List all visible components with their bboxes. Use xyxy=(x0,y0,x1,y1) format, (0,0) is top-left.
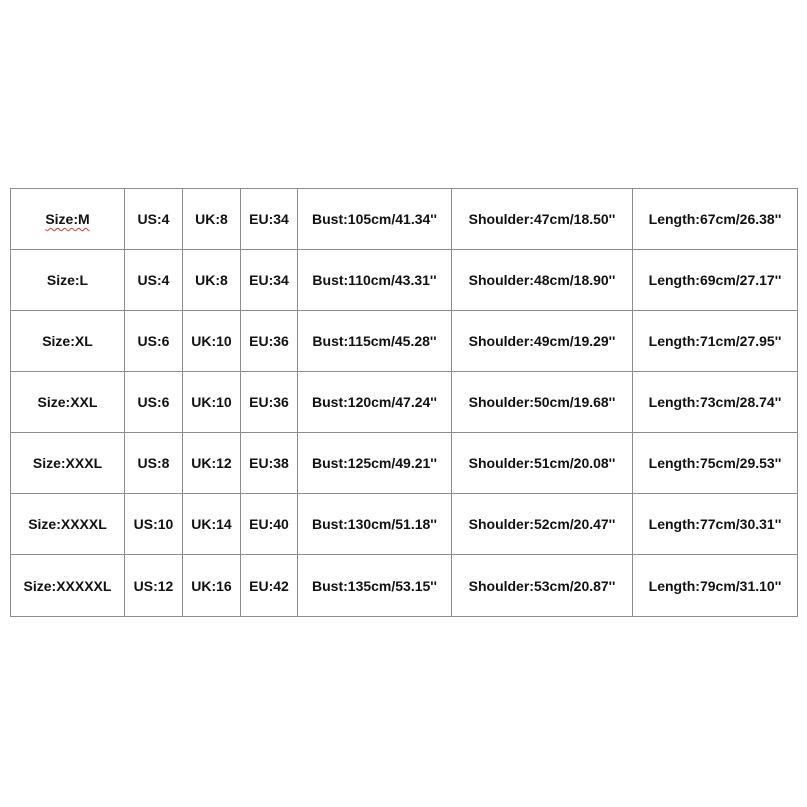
shoulder-cell: Shoulder:47cm/18.50'' xyxy=(452,189,633,250)
uk-size-cell: UK:10 xyxy=(183,372,241,433)
eu-size-cell: EU:36 xyxy=(241,311,298,372)
size-cell xyxy=(11,189,125,250)
table-row xyxy=(11,311,798,372)
shoulder-cell: Shoulder:53cm/20.87'' xyxy=(452,555,633,617)
table-row xyxy=(11,494,798,555)
size-cell: Size:XXXXXL xyxy=(11,555,125,617)
bust-cell: Bust:120cm/47.24'' xyxy=(298,372,452,433)
size-cell: Size:XXXXL xyxy=(11,494,125,555)
length-cell: Length:79cm/31.10'' xyxy=(633,555,798,617)
us-size-cell: US:4 xyxy=(125,189,183,250)
length-cell: Length:73cm/28.74'' xyxy=(633,372,798,433)
us-size-cell: US:12 xyxy=(125,555,183,617)
us-size-cell: US:8 xyxy=(125,433,183,494)
us-size-cell: US:6 xyxy=(125,372,183,433)
bust-cell: Bust:110cm/43.31'' xyxy=(298,250,452,311)
shoulder-cell: Shoulder:48cm/18.90'' xyxy=(452,250,633,311)
bust-cell: Bust:125cm/49.21'' xyxy=(298,433,452,494)
length-cell: Length:67cm/26.38'' xyxy=(633,189,798,250)
uk-size-cell: UK:14 xyxy=(183,494,241,555)
bust-cell: Bust:130cm/51.18'' xyxy=(298,494,452,555)
eu-size-cell: EU:42 xyxy=(241,555,298,617)
table-row xyxy=(11,433,798,494)
bust-cell: Bust:115cm/45.28'' xyxy=(298,311,452,372)
length-cell: Length:77cm/30.31'' xyxy=(633,494,798,555)
uk-size-cell: UK:10 xyxy=(183,311,241,372)
eu-size-cell: EU:40 xyxy=(241,494,298,555)
shoulder-cell: Shoulder:50cm/19.68'' xyxy=(452,372,633,433)
eu-size-cell: EU:34 xyxy=(241,250,298,311)
length-cell: Length:69cm/27.17'' xyxy=(633,250,798,311)
size-cell: Size:L xyxy=(11,250,125,311)
uk-size-cell: UK:12 xyxy=(183,433,241,494)
us-size-cell: US:4 xyxy=(125,250,183,311)
table-row xyxy=(11,555,798,617)
eu-size-cell: EU:34 xyxy=(241,189,298,250)
us-size-cell: US:10 xyxy=(125,494,183,555)
uk-size-cell: UK:16 xyxy=(183,555,241,617)
size-chart-table xyxy=(10,188,798,617)
table-row xyxy=(11,250,798,311)
length-cell: Length:75cm/29.53'' xyxy=(633,433,798,494)
size-cell: Size:XXL xyxy=(11,372,125,433)
bust-cell: Bust:105cm/41.34'' xyxy=(298,189,452,250)
length-cell: Length:71cm/27.95'' xyxy=(633,311,798,372)
size-cell: Size:XL xyxy=(11,311,125,372)
us-size-cell: US:6 xyxy=(125,311,183,372)
shoulder-cell: Shoulder:49cm/19.29'' xyxy=(452,311,633,372)
uk-size-cell: UK:8 xyxy=(183,250,241,311)
size-cell: Size:XXXL xyxy=(11,433,125,494)
uk-size-cell: UK:8 xyxy=(183,189,241,250)
shoulder-cell: Shoulder:51cm/20.08'' xyxy=(452,433,633,494)
bust-cell: Bust:135cm/53.15'' xyxy=(298,555,452,617)
shoulder-cell: Shoulder:52cm/20.47'' xyxy=(452,494,633,555)
table-row xyxy=(11,372,798,433)
eu-size-cell: EU:38 xyxy=(241,433,298,494)
size-label: Size:M xyxy=(45,211,90,227)
table-row xyxy=(11,189,798,250)
eu-size-cell: EU:36 xyxy=(241,372,298,433)
